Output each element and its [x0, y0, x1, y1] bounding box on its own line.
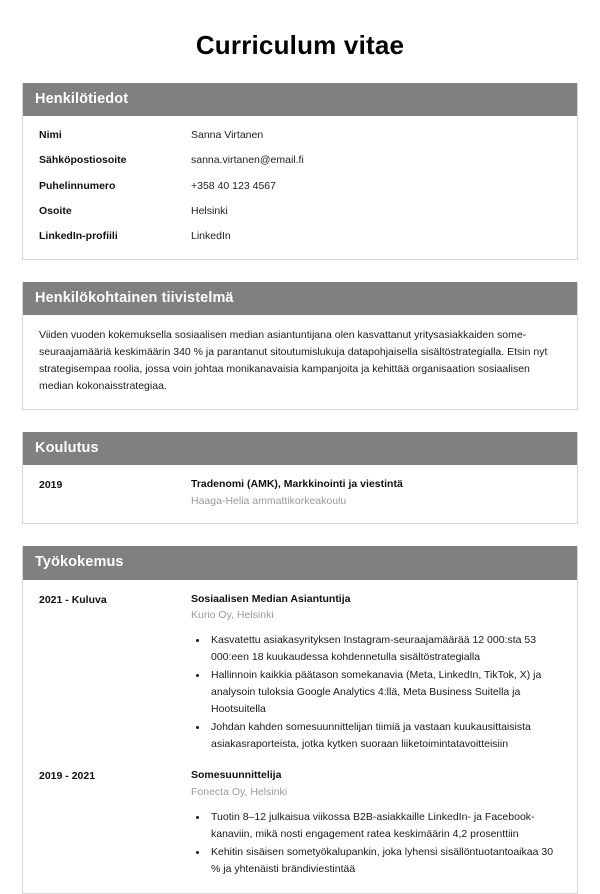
- personal-details-section: [22, 83, 578, 260]
- list-item: • Tuotin 8–12 julkaisua viikossa B2B-asiakkaille LinkedIn- ja Facebook-kanaviin, mikä nosti engagement ratea keskimäärin 4,2 prosenttiin: [208, 809, 561, 843]
- education-body: [23, 465, 577, 523]
- experience-entry-employer: Fonecta Oy, Helsinki: [191, 785, 288, 798]
- list-item: • Johdan kahden somesuunnittelijan tiimiä ja vastaan kuukausittaisista asiakasraporteista, jotka kytken suoraan liiketoimintatavoitteisiin: [208, 719, 561, 753]
- contact-value: Sanna Virtanen: [191, 129, 264, 142]
- experience-entry-date: 2019 - 2021: [39, 770, 96, 783]
- experience-entry-main: [191, 768, 561, 879]
- education-entry-date: 2019: [39, 479, 63, 492]
- experience-entry: [39, 768, 561, 879]
- contact-label: LinkedIn-profiili: [39, 230, 118, 242]
- contact-value: sanna.virtanen@email.fi: [191, 154, 304, 167]
- contact-row-linkedin: [39, 229, 561, 243]
- contact-value: +358 40 123 4567: [191, 179, 276, 192]
- contact-label: Sähköpostiosoite: [39, 154, 127, 167]
- list-item: • Kasvatettu asiakasyrityksen Instagram-seuraajamäärää 12 000:sta 53 000:een 18 kuukaudessa kohdennetulla sisältöstrategialla: [208, 632, 561, 666]
- contact-label: Nimi: [39, 129, 62, 142]
- contact-row-email: [39, 153, 561, 167]
- contact-value: Helsinki: [191, 204, 228, 217]
- personal-details-body: [23, 116, 577, 259]
- experience-entry-date: 2021 - Kuluva: [39, 593, 107, 606]
- page-title: Curriculum vitae: [195, 30, 405, 60]
- experience-header: Työkokemus: [23, 546, 577, 579]
- contact-value-linkedin[interactable]: LinkedIn: [191, 230, 231, 242]
- list-item: • Kehitin sisäisen sometyökalupankin, joka lyhensi sisällöntuotantoaikaa 30 % ja yhtenäisti brändiviestintää: [208, 844, 561, 878]
- summary-header: Henkilökohtainen tiivistelmä: [23, 282, 577, 315]
- experience-entry-main: [191, 592, 561, 755]
- list-item: • Hallinnoin kaikkia päätason somekanavia (Meta, LinkedIn, TikTok, X) ja analysoin tuloksia Google Analytics 4:llä, Meta Business Suitella ja Hootsuitella: [208, 667, 561, 718]
- education-header: Koulutus: [23, 432, 577, 465]
- experience-entry-bullets: [191, 809, 561, 878]
- contact-row-name: [39, 128, 561, 142]
- contact-row-phone: [39, 179, 561, 193]
- summary-paragraph: Viiden vuoden kokemuksella sosiaalisen median asiantuntijana olen kasvattanut yritysasiakkaiden some-seuraajamääriä keskimäärin 340 % ja parantanut sitoutumislukuja datapohjaisella sisältöstrategialla. Etsin nyt strategisempaa roolia, jossa voin johtaa monikanavaisia kampanjoita ja kehittää organisaation sosiaalisen median kokonaisstrategiaa.: [39, 329, 548, 393]
- education-section: [22, 432, 578, 524]
- experience-section: [22, 546, 578, 894]
- summary-body: [23, 315, 577, 409]
- experience-body: [23, 580, 577, 894]
- contact-label: Osoite: [39, 204, 72, 217]
- experience-entry-bullets: [191, 632, 561, 753]
- education-entry-institution: Haaga-Helia ammattikorkeakoulu: [191, 494, 347, 507]
- experience-entry-role: Somesuunnittelija: [191, 769, 282, 782]
- experience-entry-role: Sosiaalisen Median Asiantuntija: [191, 592, 351, 605]
- summary-section: [22, 282, 578, 410]
- contact-row-address: [39, 204, 561, 218]
- education-entry: [39, 477, 561, 509]
- personal-details-header: Henkilötiedot: [23, 83, 577, 116]
- experience-entry-employer: Kurio Oy, Helsinki: [191, 608, 274, 621]
- education-entry-main: [191, 477, 561, 509]
- education-entry-degree: Tradenomi (AMK), Markkinointi ja viestintä: [191, 478, 403, 491]
- contact-label: Puhelinnumero: [39, 179, 116, 192]
- experience-entry: [39, 592, 561, 755]
